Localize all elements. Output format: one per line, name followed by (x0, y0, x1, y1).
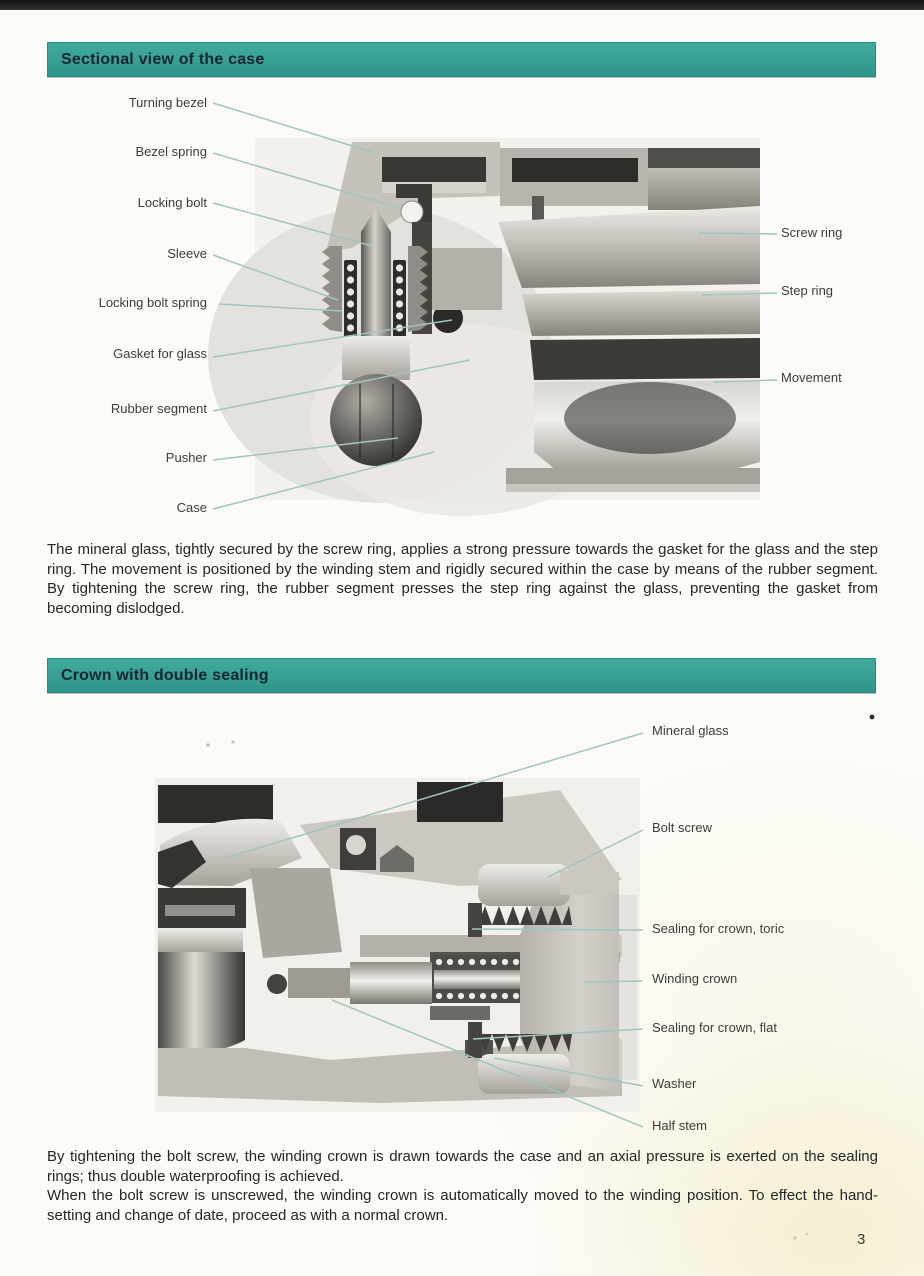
half-stem-part (350, 962, 432, 1004)
label-mineral-glass: Mineral glass (652, 723, 729, 738)
label-pusher: Pusher (165, 450, 207, 465)
crown-sectional-diagram (155, 778, 640, 1112)
label-locking-bolt: Locking bolt (137, 195, 207, 210)
label-locking-bolt-spring: Locking bolt spring (98, 295, 207, 310)
bezel-slot-part (382, 157, 486, 182)
label-step-ring: Step ring (781, 283, 834, 298)
label-winding-crown: Winding crown (652, 971, 738, 986)
label-sealing-for-crown-toric: Sealing for crown, toric (652, 921, 785, 936)
label-screw-ring: Screw ring (781, 225, 843, 240)
step-ring-part (522, 290, 760, 336)
case-top-bar-part (158, 785, 273, 823)
label-bezel-spring: Bezel spring (135, 144, 207, 159)
pusher-ball-part (330, 374, 422, 466)
section2-title: Crown with double sealing (61, 666, 269, 684)
section2-body (47, 1147, 878, 1225)
label-sealing-for-crown-flat: Sealing for crown, flat (652, 1020, 778, 1035)
page-number: 3 (857, 1231, 866, 1248)
label-movement: Movement (781, 370, 842, 385)
section1-body (47, 540, 878, 618)
case-ball-part (346, 835, 366, 855)
label-turning-bezel: Turning bezel (128, 95, 207, 110)
label-bolt-screw: Bolt screw (652, 820, 712, 835)
label-case: Case (176, 500, 207, 515)
label-sleeve: Sleeve (167, 246, 207, 261)
bezel-spring-ball-part (401, 201, 423, 223)
label-gasket-for-glass: Gasket for glass (113, 346, 207, 361)
label-washer: Washer (652, 1076, 697, 1091)
section1-paragraph: The mineral glass, tightly secured by the screw ring, applies a strong pressure towards the gasket for the glass and the step ring. The movement is positioned by the winding stem and rigidly secured within the case by means of the rubber segment. By tightening the screw ring, the rubber segment presses the step ring against the glass, preventing the gasket from becoming dislodged. (47, 541, 878, 617)
section2-paragraph-1: By tightening the bolt screw, the winding crown is drawn towards the case and an axial pressure is exerted on the sealing rings; thus double waterproofing is achieved. (47, 1148, 878, 1185)
section1-title: Sectional view of the case (61, 50, 265, 68)
section2-paragraph-2: When the bolt screw is unscrewed, the winding crown is automatically moved to the winding position. To effect the hand-setting and change of date, proceed as with a normal crown. (47, 1187, 878, 1224)
bolt-screw-part (478, 864, 570, 906)
movement-barrel-part (158, 952, 245, 1053)
label-rubber-segment: Rubber segment (110, 401, 207, 416)
label-half-stem: Half stem (652, 1118, 707, 1133)
case-sectional-diagram (208, 138, 760, 516)
